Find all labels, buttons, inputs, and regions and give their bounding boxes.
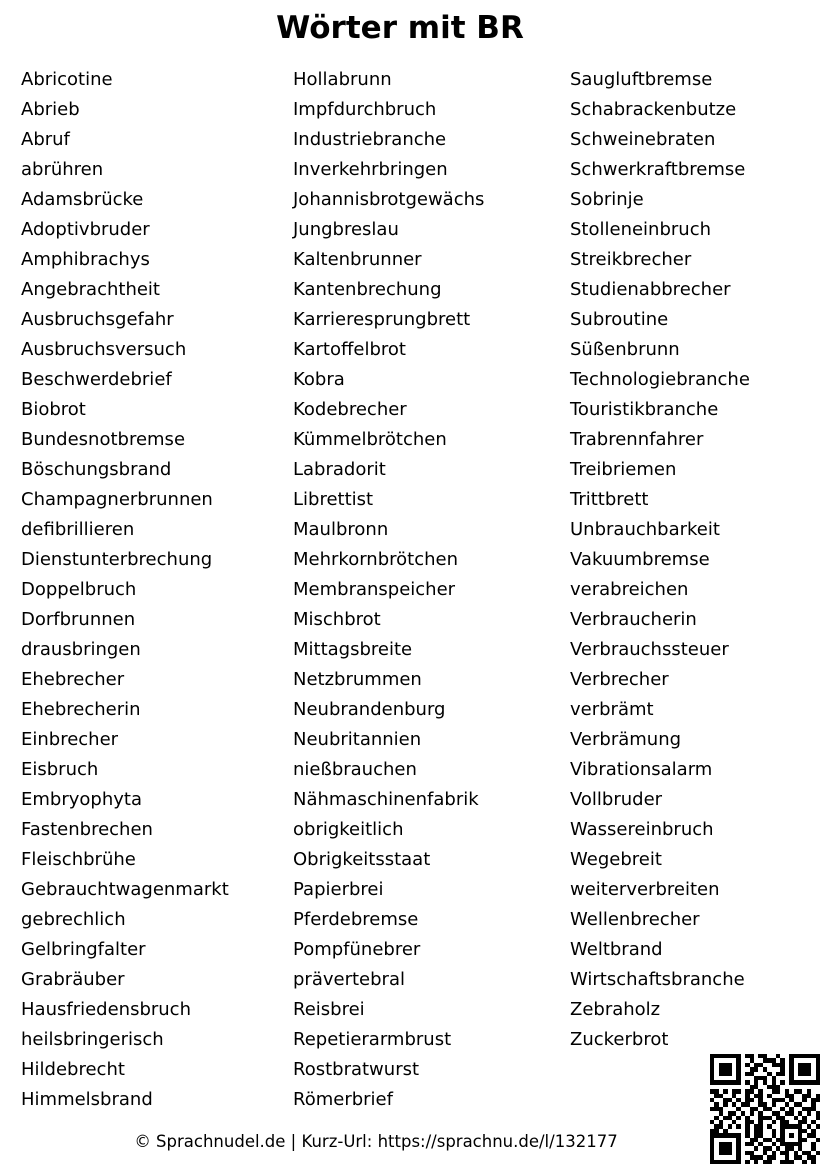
- word-item: Mischbrot: [293, 609, 381, 630]
- word-item: Jungbreslau: [293, 219, 399, 240]
- qr-code: [710, 1054, 820, 1164]
- word-item: Einbrecher: [21, 729, 119, 750]
- word-item: Adamsbrücke: [21, 189, 144, 210]
- word-item: defibrillieren: [21, 519, 135, 540]
- word-item: abrühren: [21, 159, 104, 180]
- word-item: Verbrämung: [570, 729, 682, 750]
- word-item: Biobrot: [21, 399, 86, 420]
- word-item: Vibrationsalarm: [570, 759, 713, 780]
- word-item: Eisbruch: [21, 759, 99, 780]
- word-column-1: [21, 65, 229, 1115]
- word-item: Wegebreit: [570, 849, 662, 870]
- word-item: Wirtschaftsbranche: [570, 969, 745, 990]
- page-title: Wörter mit BR: [276, 10, 524, 46]
- word-item: Champagnerbrunnen: [21, 489, 213, 510]
- word-item: Ehebrecher: [21, 669, 125, 690]
- word-item: Wassereinbruch: [570, 819, 714, 840]
- word-item: Verbrauchssteuer: [570, 639, 729, 660]
- word-item: Schabrackenbutze: [570, 99, 737, 120]
- qr-module: [816, 1160, 820, 1164]
- word-item: drausbringen: [21, 639, 141, 660]
- word-item: heilsbringerisch: [21, 1029, 164, 1050]
- word-item: Kaltenbrunner: [293, 249, 422, 270]
- word-item: Hollabrunn: [293, 69, 392, 90]
- word-item: Römerbrief: [293, 1089, 393, 1110]
- word-item: Nähmaschinenfabrik: [293, 789, 479, 810]
- word-item: Karrieresprungbrett: [293, 309, 471, 330]
- word-item: Fastenbrechen: [21, 819, 153, 840]
- word-item: Sobrinje: [570, 189, 644, 210]
- word-item: Böschungsbrand: [21, 459, 172, 480]
- word-item: Stolleneinbruch: [570, 219, 712, 240]
- word-item: nießbrauchen: [293, 759, 417, 780]
- word-item: Schwerkraftbremse: [570, 159, 746, 180]
- word-item: Amphibrachys: [21, 249, 150, 270]
- word-item: Librettist: [293, 489, 374, 510]
- word-item: Abricotine: [21, 69, 113, 90]
- word-item: Pompfünebrer: [293, 939, 421, 960]
- word-column-3: [570, 65, 750, 1055]
- word-item: prävertebral: [293, 969, 405, 990]
- word-item: weiterverbreiten: [570, 879, 720, 900]
- word-item: Obrigkeitsstaat: [293, 849, 431, 870]
- word-item: Labradorit: [293, 459, 386, 480]
- word-item: Gelbringfalter: [21, 939, 146, 960]
- word-item: Weltbrand: [570, 939, 663, 960]
- word-item: Trabrennfahrer: [570, 429, 704, 450]
- word-item: Schweinebraten: [570, 129, 716, 150]
- word-item: Verbrecher: [570, 669, 669, 690]
- word-item: Technologiebranche: [570, 369, 750, 390]
- word-item: Fleischbrühe: [21, 849, 136, 870]
- word-item: Bundesnotbremse: [21, 429, 186, 450]
- word-item: Vollbruder: [570, 789, 663, 810]
- word-item: verabreichen: [570, 579, 689, 600]
- word-item: Mittagsbreite: [293, 639, 413, 660]
- word-item: Hildebrecht: [21, 1059, 125, 1080]
- word-item: Papierbrei: [293, 879, 384, 900]
- word-item: Kantenbrechung: [293, 279, 442, 300]
- word-item: Embryophyta: [21, 789, 142, 810]
- word-item: Hausfriedensbruch: [21, 999, 191, 1020]
- word-item: Grabräuber: [21, 969, 125, 990]
- word-item: Repetierarmbrust: [293, 1029, 452, 1050]
- word-item: Kodebrecher: [293, 399, 407, 420]
- word-item: Trittbrett: [570, 489, 649, 510]
- word-item: Touristikbranche: [570, 399, 719, 420]
- word-item: Gebrauchtwagenmarkt: [21, 879, 229, 900]
- word-item: Saugluftbremse: [570, 69, 713, 90]
- word-item: Streikbrecher: [570, 249, 692, 270]
- word-item: Süßenbrunn: [570, 339, 680, 360]
- word-item: Neubrandenburg: [293, 699, 446, 720]
- word-item: Impfdurchbruch: [293, 99, 437, 120]
- word-item: Vakuumbremse: [570, 549, 710, 570]
- word-item: Doppelbruch: [21, 579, 137, 600]
- word-item: Maulbronn: [293, 519, 389, 540]
- word-item: Subroutine: [570, 309, 669, 330]
- word-item: Ehebrecherin: [21, 699, 141, 720]
- word-item: Neubritannien: [293, 729, 422, 750]
- word-item: Dienstunterbrechung: [21, 549, 213, 570]
- word-item: Studienabbrecher: [570, 279, 731, 300]
- word-item: Verbraucherin: [570, 609, 697, 630]
- word-item: Abruf: [21, 129, 70, 150]
- word-item: Inverkehrbringen: [293, 159, 448, 180]
- word-item: Zebraholz: [570, 999, 661, 1020]
- word-item: Kartoffelbrot: [293, 339, 406, 360]
- word-item: Adoptivbruder: [21, 219, 150, 240]
- word-item: Ausbruchsgefahr: [21, 309, 174, 330]
- word-item: Dorfbrunnen: [21, 609, 136, 630]
- word-item: verbrämt: [570, 699, 654, 720]
- word-item: Zuckerbrot: [570, 1029, 669, 1050]
- word-item: Himmelsbrand: [21, 1089, 153, 1110]
- word-item: Membranspeicher: [293, 579, 456, 600]
- word-item: Abrieb: [21, 99, 80, 120]
- word-item: Unbrauchbarkeit: [570, 519, 720, 540]
- word-item: Netzbrummen: [293, 669, 422, 690]
- word-item: obrigkeitlich: [293, 819, 404, 840]
- word-item: Rostbratwurst: [293, 1059, 420, 1080]
- word-item: Pferdebremse: [293, 909, 419, 930]
- word-item: Johannisbrotgewächs: [293, 189, 485, 210]
- word-item: Ausbruchsversuch: [21, 339, 187, 360]
- word-item: Mehrkornbrötchen: [293, 549, 458, 570]
- word-item: Wellenbrecher: [570, 909, 700, 930]
- footer-credit: © Sprachnudel.de | Kurz-Url: https://sprachnu.de/l/132177: [134, 1132, 618, 1151]
- word-item: Reisbrei: [293, 999, 365, 1020]
- word-item: Treibriemen: [570, 459, 677, 480]
- word-item: Angebrachtheit: [21, 279, 160, 300]
- word-item: Kümmelbrötchen: [293, 429, 447, 450]
- word-item: Industriebranche: [293, 129, 447, 150]
- word-item: Beschwerdebrief: [21, 369, 172, 390]
- word-item: gebrechlich: [21, 909, 126, 930]
- word-item: Kobra: [293, 369, 345, 390]
- word-column-2: [293, 65, 484, 1115]
